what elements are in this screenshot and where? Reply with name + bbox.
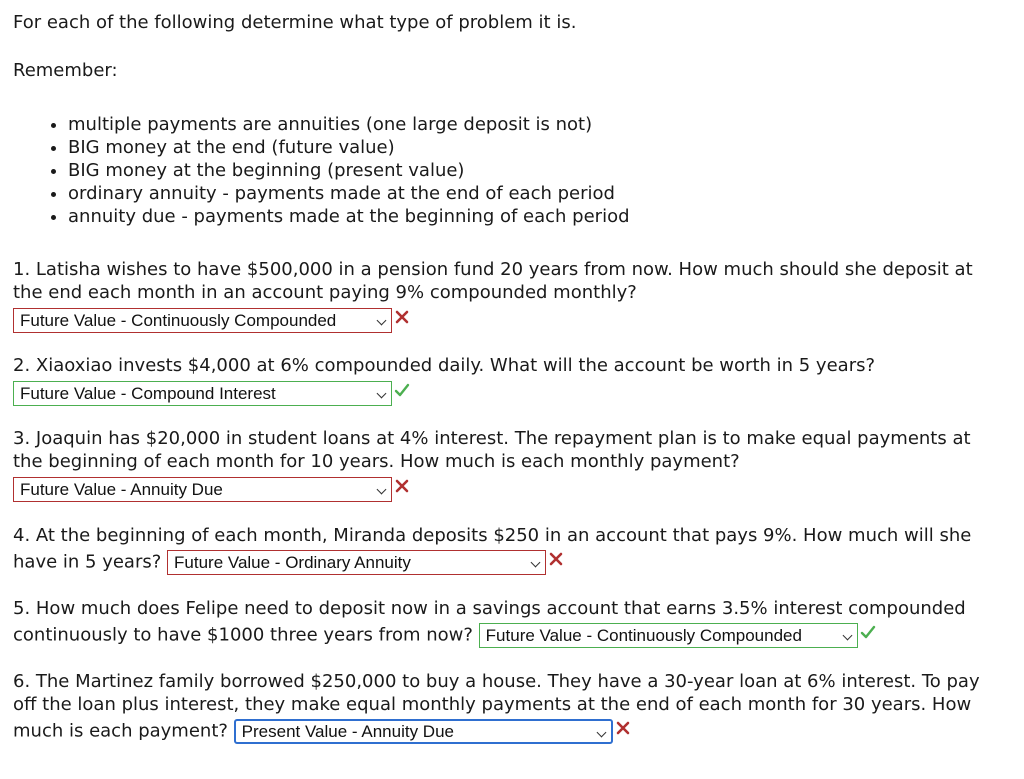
question-text: much is each payment? — [13, 720, 228, 742]
question-1 — [13, 258, 1013, 304]
chevron-down-icon — [377, 389, 387, 399]
chevron-down-icon — [377, 316, 387, 326]
chevron-down-icon — [842, 631, 852, 641]
answer-row-3 — [13, 477, 410, 502]
question-text: continuously to have $1000 three years from now? — [13, 624, 473, 646]
answer-row-2 — [13, 381, 410, 406]
selected-option: Future Value - Continuously Compounded — [485, 626, 802, 645]
question-text: off the loan plus interest, they make equal monthly payments at the end of each month for 30 years. How — [13, 694, 972, 715]
question-2 — [13, 354, 1013, 377]
question-text: 1. Latisha wishes to have $500,000 in a pension fund 20 years from now. How much should she deposit at — [13, 259, 973, 280]
question-4 — [13, 524, 1013, 575]
answer-row-1 — [13, 308, 410, 333]
correct-check-icon — [860, 624, 876, 640]
selected-option: Present Value - Annuity Due — [241, 722, 454, 741]
incorrect-x-icon — [394, 309, 410, 325]
question-text: have in 5 years? — [13, 551, 162, 573]
selected-option: Future Value - Annuity Due — [20, 480, 223, 499]
incorrect-x-icon — [394, 478, 410, 494]
list-item: • multiple payments are annuities (one large deposit is not) — [68, 113, 630, 136]
question-text: 5. How much does Felipe need to deposit now in a savings account that earns 3.5% interest compounded — [13, 598, 966, 619]
list-item: • ordinary annuity - payments made at the end of each period — [68, 182, 630, 205]
chevron-down-icon — [596, 728, 606, 738]
rules-list — [46, 113, 630, 228]
list-item: • annuity due - payments made at the beginning of each period — [68, 205, 630, 228]
remember-heading: Remember: — [13, 60, 118, 81]
instructions-text: For each of the following determine what type of problem it is. — [13, 12, 577, 33]
answer-select-5[interactable] — [479, 623, 858, 648]
incorrect-x-icon — [548, 551, 564, 567]
question-text: the end each month in an account paying 9% compounded monthly? — [13, 282, 637, 303]
answer-select-6[interactable] — [234, 719, 613, 744]
answer-select-1[interactable] — [13, 308, 392, 333]
incorrect-x-icon — [615, 720, 631, 736]
question-3 — [13, 427, 1013, 473]
question-text: 2. Xiaoxiao invests $4,000 at 6% compounded daily. What will the account be worth in 5 years? — [13, 355, 876, 376]
correct-check-icon — [394, 382, 410, 398]
selected-option: Future Value - Compound Interest — [20, 384, 276, 403]
question-text: the beginning of each month for 10 years. How much is each monthly payment? — [13, 451, 740, 472]
list-item: • BIG money at the end (future value) — [68, 136, 630, 159]
question-text: 3. Joaquin has $20,000 in student loans at 4% interest. The repayment plan is to make equal payments at — [13, 428, 971, 449]
chevron-down-icon — [377, 485, 387, 495]
list-item: • BIG money at the beginning (present value) — [68, 159, 630, 182]
answer-select-2[interactable] — [13, 381, 392, 406]
question-text: 4. At the beginning of each month, Miranda deposits $250 in an account that pays 9%. How much will she — [13, 525, 972, 546]
chevron-down-icon — [531, 558, 541, 568]
answer-select-4[interactable] — [167, 550, 546, 575]
answer-select-3[interactable] — [13, 477, 392, 502]
question-5 — [13, 597, 1013, 648]
question-6 — [13, 670, 1013, 744]
selected-option: Future Value - Ordinary Annuity — [174, 553, 411, 572]
selected-option: Future Value - Continuously Compounded — [20, 311, 337, 330]
question-text: 6. The Martinez family borrowed $250,000 to buy a house. They have a 30-year loan at 6% interest. To pay — [13, 671, 980, 692]
